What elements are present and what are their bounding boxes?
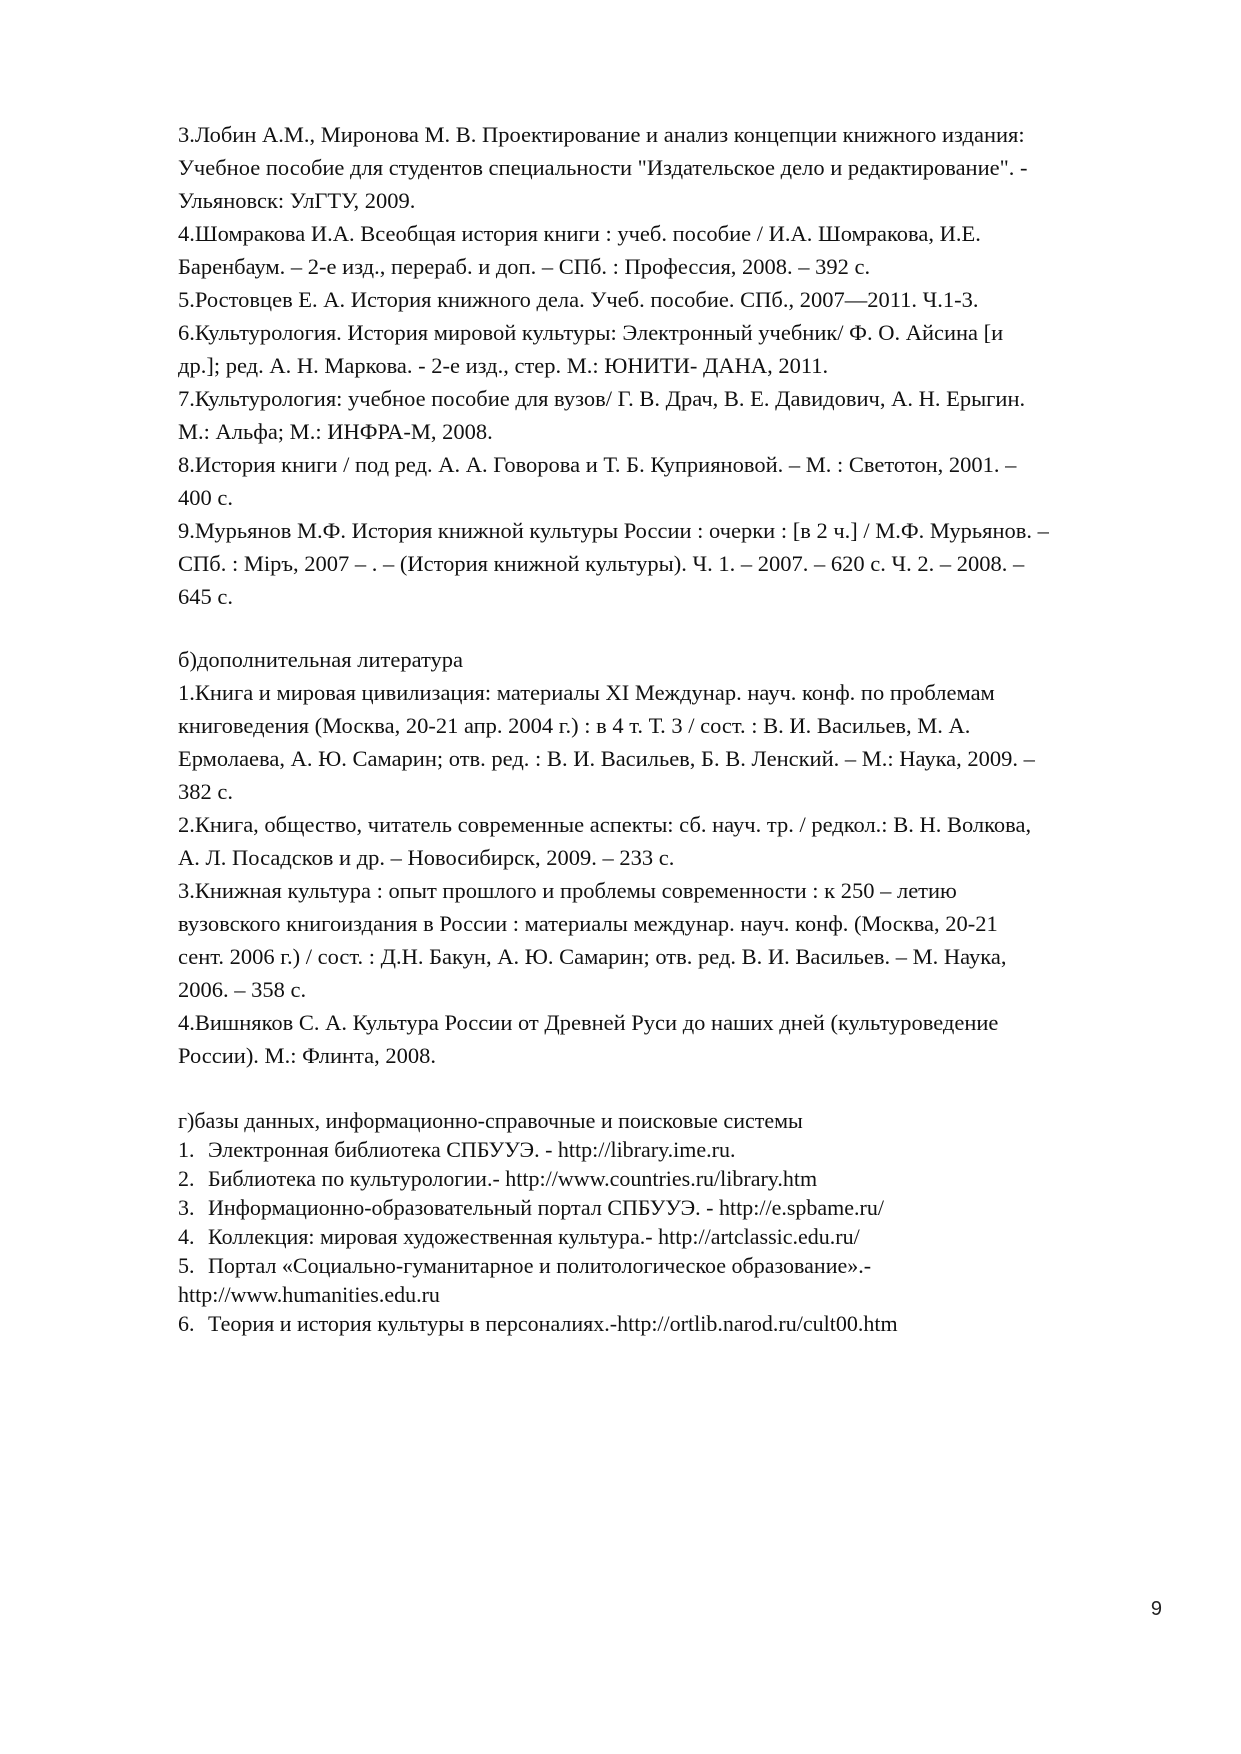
reference-line: 9.Мурьянов М.Ф. История книжной культуры России : очерки : [в 2 ч.] / М.Ф. Мурьянов. – xyxy=(178,518,1049,543)
reference-line: 1.Книга и мировая цивилизация: материалы XI Междунар. науч. конф. по проблемам xyxy=(178,680,995,705)
reference-item xyxy=(178,118,1168,217)
database-item-continuation xyxy=(178,1280,1168,1309)
reference-line: 645 с. xyxy=(178,584,233,609)
item-number: 3. xyxy=(178,1195,195,1220)
reference-line: книговедения (Москва, 20-21 апр. 2004 г.) : в 4 т. Т. 3 / сост. : В. И. Васильев, М. А. xyxy=(178,713,971,738)
reference-item xyxy=(178,283,1168,316)
reference-item xyxy=(178,1006,1168,1072)
database-link-url[interactable]: http://www.humanities.edu.ru xyxy=(178,1282,440,1307)
reference-line: 2.Книга, общество, читатель современные аспекты: сб. науч. тр. / редкол.: В. Н. Волкова, xyxy=(178,812,1032,837)
reference-line: 2006. – 358 с. xyxy=(178,977,307,1002)
database-link-text[interactable]: Коллекция: мировая художественная культура.- http://artclassic.edu.ru/ xyxy=(208,1224,860,1249)
reference-line: Ульяновск: УлГТУ, 2009. xyxy=(178,188,416,213)
reference-line: СПб. : Міръ, 2007 – . – (История книжной культуры). Ч. 1. – 2007. – 620 с. Ч. 2. – 2008. – xyxy=(178,551,1025,576)
reference-item xyxy=(178,874,1168,1006)
reference-line: 400 с. xyxy=(178,485,233,510)
item-number: 6. xyxy=(178,1311,195,1336)
database-link-text[interactable]: Библиотека по культурологии.- http://www.countries.ru/library.htm xyxy=(208,1166,818,1191)
database-link-text[interactable]: Портал «Социально-гуманитарное и политологическое образование».- xyxy=(208,1253,872,1278)
reference-line: России). М.: Флинта, 2008. xyxy=(178,1043,437,1068)
section-spacer xyxy=(178,1072,1168,1106)
database-link-text[interactable]: Информационно-образовательный портал СПБУУЭ. - http://e.spbame.ru/ xyxy=(208,1195,884,1220)
item-number: 5. xyxy=(178,1253,195,1278)
reference-item xyxy=(178,676,1168,808)
item-number: 1. xyxy=(178,1137,195,1162)
database-link-text[interactable]: Электронная библиотека СПБУУЭ. - http://library.ime.ru. xyxy=(208,1137,736,1162)
reference-line: Баренбаум. – 2-е изд., перераб. и доп. – СПб. : Профессия, 2008. – 392 с. xyxy=(178,254,871,279)
database-item xyxy=(178,1222,1168,1251)
databases-section xyxy=(178,1106,1168,1338)
section-spacer xyxy=(178,613,1168,643)
reference-line: Учебное пособие для студентов специальности "Издательское дело и редактирование". - xyxy=(178,155,1028,180)
item-number: 2. xyxy=(178,1166,195,1191)
reference-item xyxy=(178,514,1168,613)
reference-line: вузовского книгоиздания в России : материалы междунар. науч. конф. (Москва, 20-21 xyxy=(178,911,998,936)
item-number: 4. xyxy=(178,1224,195,1249)
reference-item xyxy=(178,382,1168,448)
database-item xyxy=(178,1193,1168,1222)
reference-item xyxy=(178,448,1168,514)
reference-item xyxy=(178,217,1168,283)
reference-line: 382 с. xyxy=(178,779,233,804)
reference-line: М.: Альфа; М.: ИНФРА-М, 2008. xyxy=(178,419,493,444)
section-heading-databases: г)базы данных, информационно-справочные и поисковые системы xyxy=(178,1108,803,1133)
database-link-text[interactable]: Теория и история культуры в персоналиях.-http://ortlib.narod.ru/cult00.htm xyxy=(208,1311,898,1336)
reference-item xyxy=(178,808,1168,874)
reference-list xyxy=(178,118,1168,1338)
database-item xyxy=(178,1309,1168,1338)
section-heading-additional-literature: б)дополнительная литература xyxy=(178,647,464,672)
database-item xyxy=(178,1251,1168,1280)
reference-line: 3.Книжная культура : опыт прошлого и проблемы современности : к 250 – летию xyxy=(178,878,957,903)
reference-line: 6.Культурология. История мировой культуры: Электронный учебник/ Ф. О. Айсина [и xyxy=(178,320,1004,345)
reference-line: 7.Культурология: учебное пособие для вузов/ Г. В. Драч, В. Е. Давидович, А. Н. Ерыгин. xyxy=(178,386,1026,411)
reference-line: 4.Вишняков С. А. Культура России от Древней Руси до наших дней (культуроведение xyxy=(178,1010,999,1035)
reference-line: Ермолаева, А. Ю. Самарин; отв. ред. : В. И. Васильев, Б. В. Ленский. – М.: Наука, 2009. – xyxy=(178,746,1035,771)
reference-line: 5.Ростовцев Е. А. История книжного дела. Учеб. пособие. СПб., 2007—2011. Ч.1-3. xyxy=(178,287,979,312)
reference-item xyxy=(178,316,1168,382)
reference-line: др.]; ред. А. Н. Маркова. - 2-е изд., стер. М.: ЮНИТИ- ДАНА, 2011. xyxy=(178,353,829,378)
reference-line: 8.История книги / под ред. А. А. Говорова и Т. Б. Куприяновой. – М. : Светотон, 2001. – xyxy=(178,452,1017,477)
database-item xyxy=(178,1135,1168,1164)
reference-line: 4.Шомракова И.А. Всеобщая история книги : учеб. пособие / И.А. Шомракова, И.Е. xyxy=(178,221,981,246)
page-number: 9 xyxy=(1150,1598,1162,1620)
reference-line: 3.Лобин А.М., Миронова М. В. Проектирование и анализ концепции книжного издания: xyxy=(178,122,1025,147)
reference-line: сент. 2006 г.) / сост. : Д.Н. Бакун, А. Ю. Самарин; отв. ред. В. И. Васильев. – М. Наука, xyxy=(178,944,1007,969)
database-item xyxy=(178,1164,1168,1193)
reference-line: А. Л. Посадсков и др. – Новосибирск, 2009. – 233 с. xyxy=(178,845,675,870)
